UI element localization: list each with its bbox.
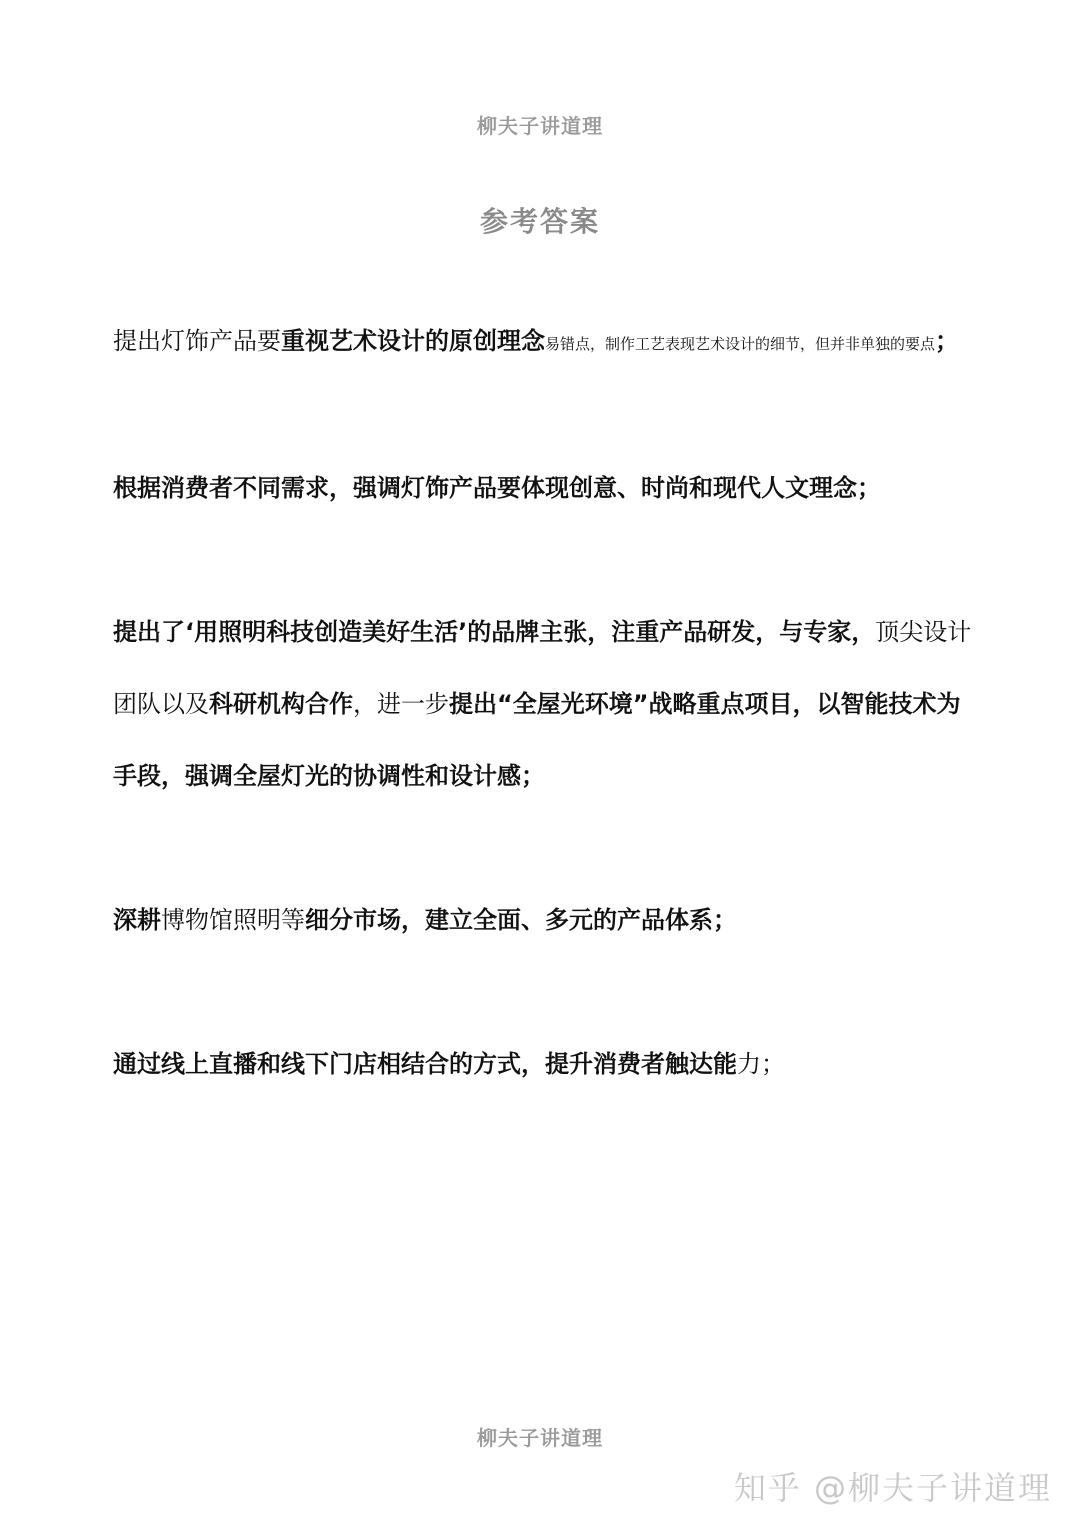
zhihu-watermark: 知乎 @柳夫子讲道理 [733, 1469, 1052, 1507]
text-run: ，进一步 [353, 690, 449, 718]
emphasis-run: 科研机构合作 [209, 690, 353, 718]
page-header: 柳夫子讲道理 [477, 114, 603, 138]
text-run: 力； [737, 1050, 785, 1078]
emphasis-run: 深耕 [113, 906, 161, 934]
page-footer: 柳夫子讲道理 [477, 1426, 603, 1450]
text-run: 博物馆照明等 [161, 906, 305, 934]
text-run: ； [935, 327, 960, 355]
text-run: 根据消费者不同需求，强调灯饰产品要体现创意、时尚和现代人文理念； [113, 474, 881, 502]
page-title: 参考答案 [479, 205, 600, 238]
emphasis-run: 细分市场，建立全面、多元的产品体系； [305, 906, 737, 934]
answer-paragraph-3 [113, 596, 973, 812]
error-note: 易错点，制作工艺表现艺术设计的细节，但并非单独的要点 [545, 335, 936, 353]
emphasis-run: 提出“全屋光环境”战略重点项目，以智能技术为手段，强调全屋灯光的协调性和设计感； [113, 690, 961, 790]
emphasis-run: 提出了‘用照明科技创造美好生活’的品牌主张，注重产品研发，与专家， [113, 618, 876, 646]
answer-paragraph-5 [113, 1028, 973, 1100]
answer-paragraph-4 [113, 884, 973, 956]
text-run: 顶尖设计团队以及 [113, 618, 972, 718]
text-run: 提出灯饰产品要 [113, 327, 281, 355]
answer-content [113, 305, 973, 1172]
emphasis-run: 通过线上直播和线下门店相结合的方式，提升消费者触达能 [113, 1050, 737, 1078]
answer-paragraph-2 [113, 452, 973, 524]
answer-paragraph-1 [113, 305, 973, 380]
emphasis-run: 重视艺术设计的原创理念 [281, 327, 545, 355]
